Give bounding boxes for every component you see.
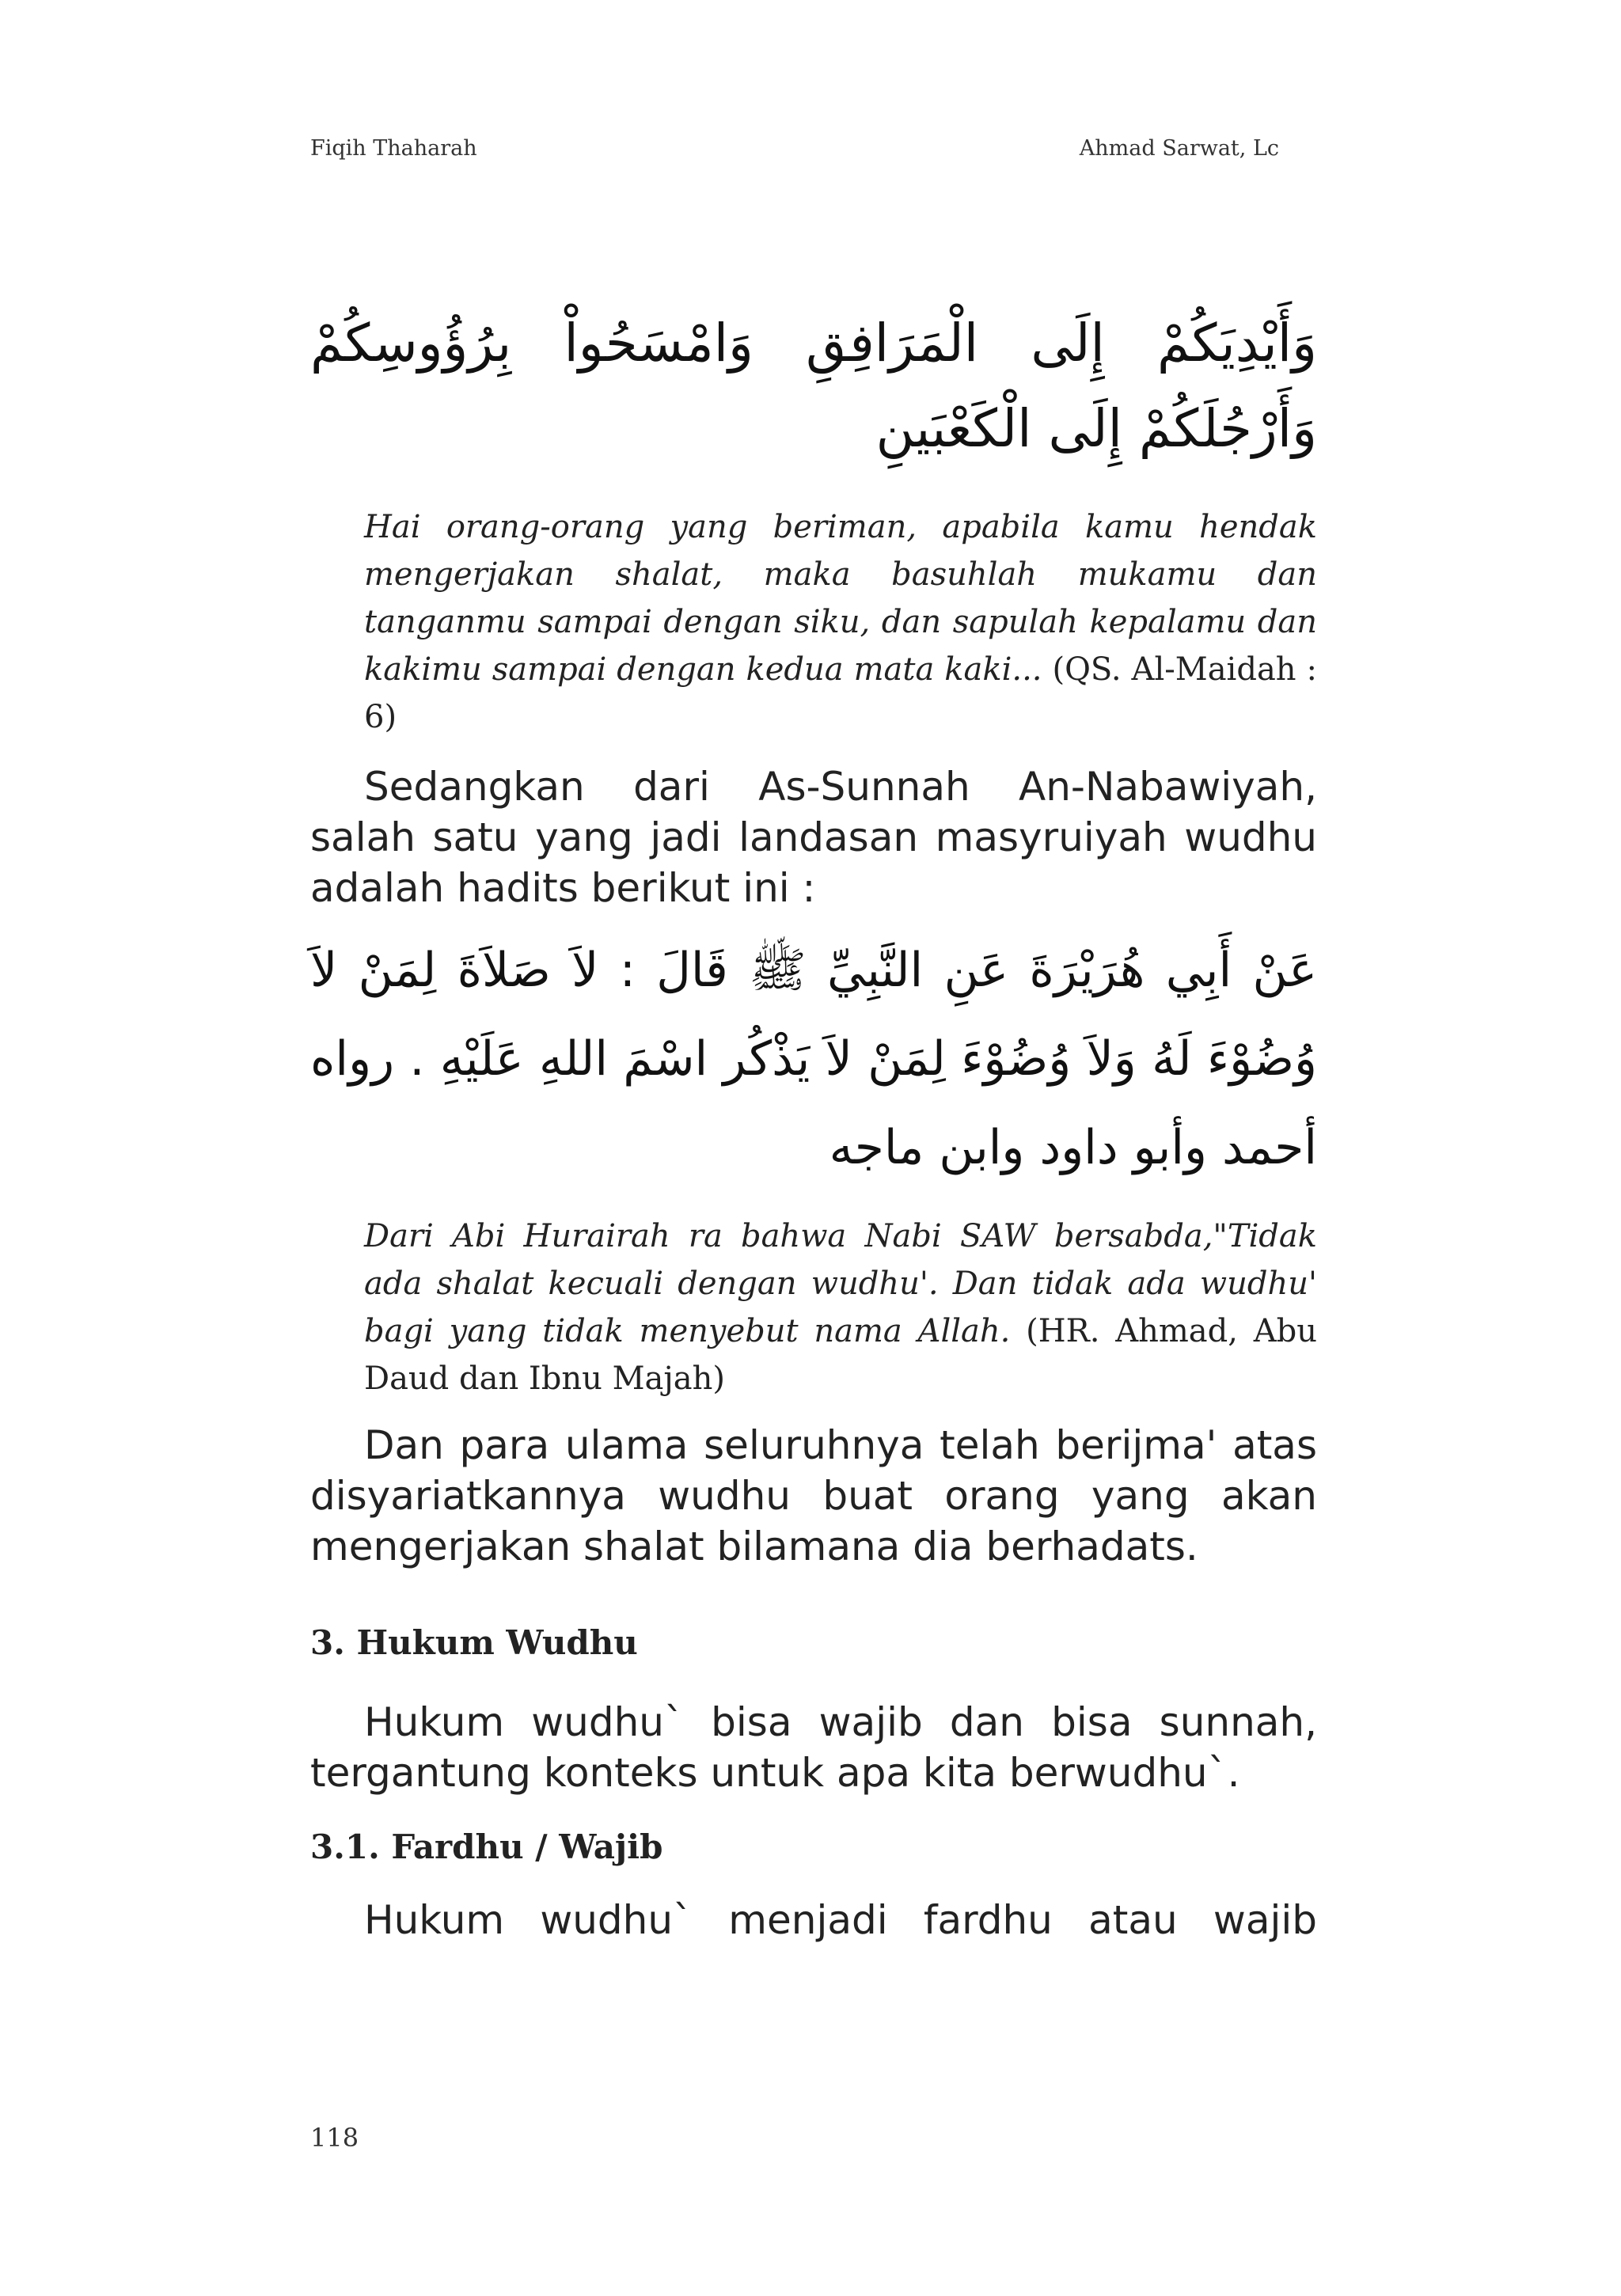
page-body <box>310 301 1317 1945</box>
hadith-reference: (HR. Ahmad, Abu Daud dan Ibnu Majah) <box>364 1313 1317 1397</box>
quran-translation-text: Hai orang-orang yang beriman, apabila kamu hendak mengerjakan shalat, maka basuhlah mukamu dan tanganmu sampai dengan siku, dan sapulah kepalamu dan kakimu sampai dengan kedua mata kaki... <box>364 509 1317 688</box>
quran-reference: (QS. Al-Maidah : 6) <box>364 651 1317 735</box>
hadith-arabic: عَنْ أَبِي هُرَيْرَةَ عَنِ النَّبِيِّ ﷺ قَالَ : لاَ صَلاَةَ لِمَنْ لاَ وُضُوْءَ لَهُ وَلاَ وُضُوْءَ لِمَنْ لاَ يَذْكُر اسْمَ اللهِ عَلَيْهِ . رواه أحمد وأبو داود وابن ماجه <box>310 943 1317 1175</box>
section-heading-hukum-wudhu: 3. Hukum Wudhu <box>310 1623 638 1662</box>
paragraph-hukum: Hukum wudhu` bisa wajib dan bisa sunnah, tergantung konteks untuk apa kita berwudhu`. <box>310 1699 1317 1796</box>
quran-verse-arabic: وَأَيْدِيَكُمْ إِلَى الْمَرَافِقِ وَامْسَحُواْ بِرُؤُوسِكُمْ وَأَرْجُلَكُمْ إِلَى الْكَعْبَينِ <box>310 313 1317 459</box>
paragraph-ijma: Dan para ulama seluruhnya telah berijma' atas disyariatkannya wudhu buat orang yang akan mengerjakan shalat bilamana dia berhadats. <box>310 1422 1317 1569</box>
paragraph-fardhu: Hukum wudhu` menjadi fardhu atau wajib <box>364 1897 1317 1943</box>
subsection-heading-fardhu-wajib: 3.1. Fardhu / Wajib <box>310 1827 663 1866</box>
hadith-translation-text: Dari Abi Hurairah ra bahwa Nabi SAW bersabda,"Tidak ada shalat kecuali dengan wudhu'. Dan tidak ada wudhu' bagi yang tidak menyebut nama Allah. <box>364 1218 1317 1349</box>
quran-translation <box>364 503 1317 741</box>
author-name: Ahmad Sarwat, Lc <box>1079 136 1279 161</box>
hadith-translation <box>364 1213 1317 1402</box>
paragraph-sunnah: Sedangkan dari As-Sunnah An-Nabawiyah, salah satu yang jadi landasan masyruiyah wudhu adalah hadits berikut ini : <box>310 764 1317 911</box>
book-title: Fiqih Thaharah <box>310 136 477 161</box>
page-number: 118 <box>310 2123 359 2153</box>
running-header <box>310 136 1279 168</box>
